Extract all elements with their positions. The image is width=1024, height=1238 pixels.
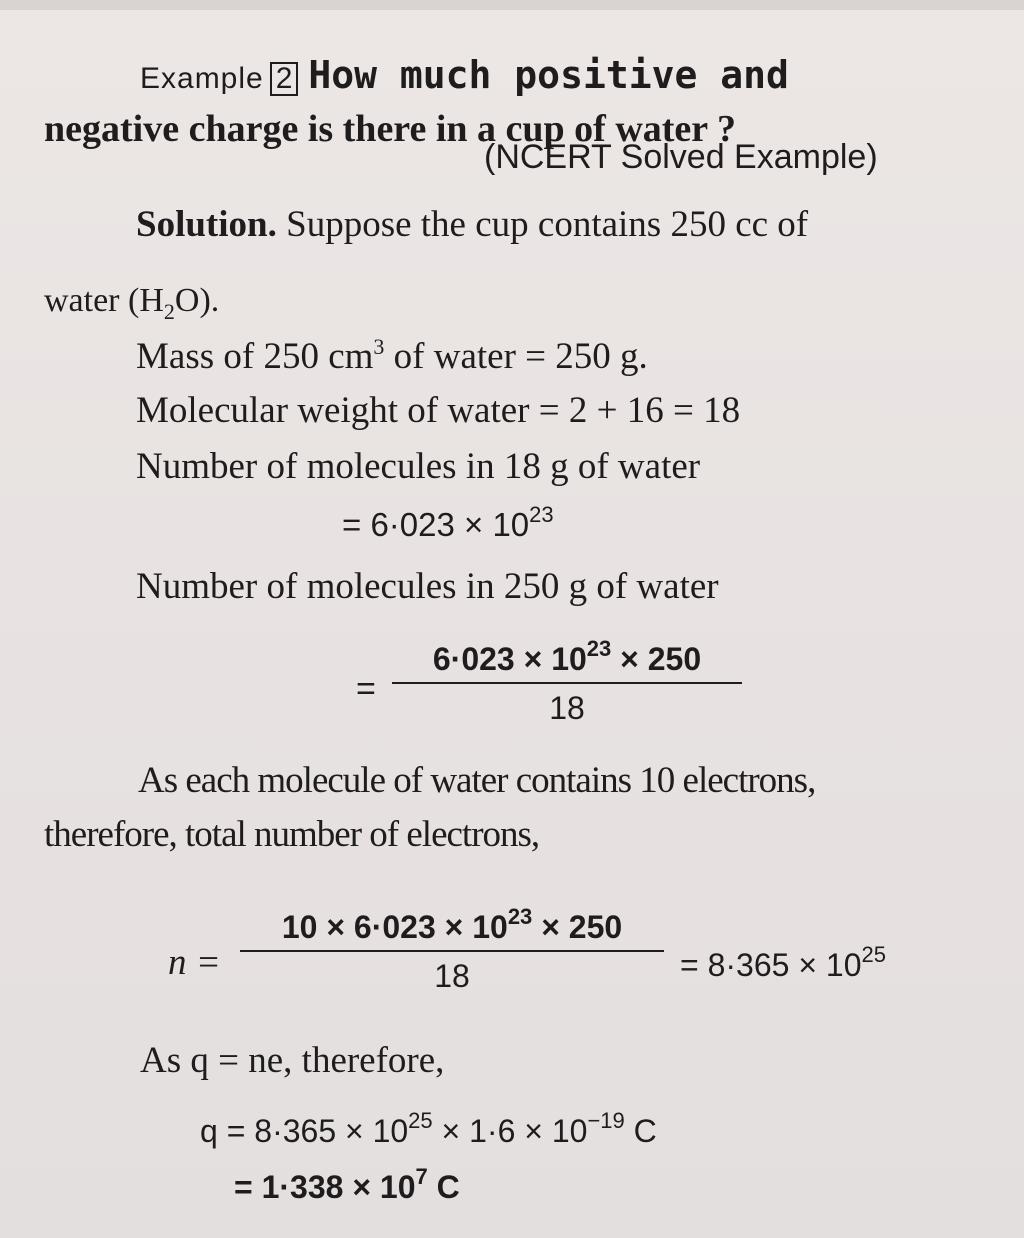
q-line-1 — [200, 1110, 657, 1147]
q2-c: C — [427, 1169, 460, 1205]
q1-b: × 1·6 × 10 — [432, 1113, 588, 1149]
frac2-num-sup: 23 — [507, 904, 533, 929]
avogadro-line — [342, 504, 554, 541]
frac2-num-a: 10 × 6·023 × 10 — [281, 909, 508, 945]
source-label: (NCERT Solved Example) — [484, 138, 878, 176]
frac1-num-b: × 250 — [611, 641, 702, 677]
molecules-250g-line: Number of molecules in 250 g of water — [136, 566, 719, 607]
as-q-line: As q = ne, therefore, — [140, 1040, 445, 1081]
q-line-2 — [234, 1166, 460, 1203]
electrons-line-2: therefore, total number of electrons, — [44, 814, 540, 855]
molecules-18g-line: Number of molecules in 18 g of water — [136, 446, 701, 487]
frac2-num-b: × 250 — [532, 909, 623, 945]
frac1-num-sup: 23 — [586, 636, 612, 661]
molecular-weight-line: Molecular weight of water = 2 + 16 = 18 — [136, 390, 741, 431]
solution-line-1 — [136, 206, 808, 243]
electrons-line-1: As each molecule of water contains 10 electrons, — [138, 760, 816, 801]
avogadro-sup: 23 — [529, 502, 554, 527]
avogadro-text: = 6·023 × 10 — [342, 506, 530, 543]
solution-heading: Solution. — [136, 204, 277, 245]
n-lhs: n = — [168, 942, 221, 983]
fraction-1-denominator: 18 — [549, 690, 585, 726]
mass-text-end: of water = 250 g. — [384, 336, 648, 377]
example-heading — [140, 53, 789, 97]
solution-line-2 — [44, 284, 219, 323]
q1-sup1: 25 — [408, 1108, 433, 1133]
n-rhs-text: = 8·365 × 10 — [680, 947, 862, 983]
fraction-1-equals: = — [356, 670, 376, 708]
page-top-edge — [0, 0, 1024, 10]
water-text: water (H — [44, 282, 164, 319]
question-line-1: How much positive and — [308, 53, 789, 97]
fraction-1-numerator — [392, 636, 742, 682]
n-rhs-sup: 25 — [861, 942, 886, 967]
mass-line — [136, 336, 648, 375]
q1-sup2: −19 — [587, 1108, 625, 1133]
q1-a: q = 8·365 × 10 — [200, 1113, 409, 1149]
q1-c: C — [624, 1113, 657, 1149]
fraction-1 — [392, 636, 742, 727]
n-rhs — [680, 944, 886, 981]
water-text-end: O). — [174, 282, 220, 319]
example-label: Example — [140, 62, 264, 95]
solution-text-1: Suppose the cup contains 250 cc of — [286, 204, 809, 245]
question-line-2: negative charge is there in a cup of water ? — [44, 108, 736, 150]
fraction-2 — [240, 904, 664, 995]
h2-subscript: 2 — [163, 299, 175, 324]
example-number: 2 — [270, 62, 299, 96]
mass-sup: 3 — [373, 334, 385, 359]
frac1-num-a: 6·023 × 10 — [432, 641, 587, 677]
fraction-2-denominator: 18 — [434, 958, 470, 994]
q2-a: = 1·338 × 10 — [234, 1169, 416, 1205]
mass-text: Mass of 250 cm — [136, 336, 374, 377]
fraction-2-numerator — [240, 904, 664, 950]
q2-sup: 7 — [415, 1164, 428, 1189]
